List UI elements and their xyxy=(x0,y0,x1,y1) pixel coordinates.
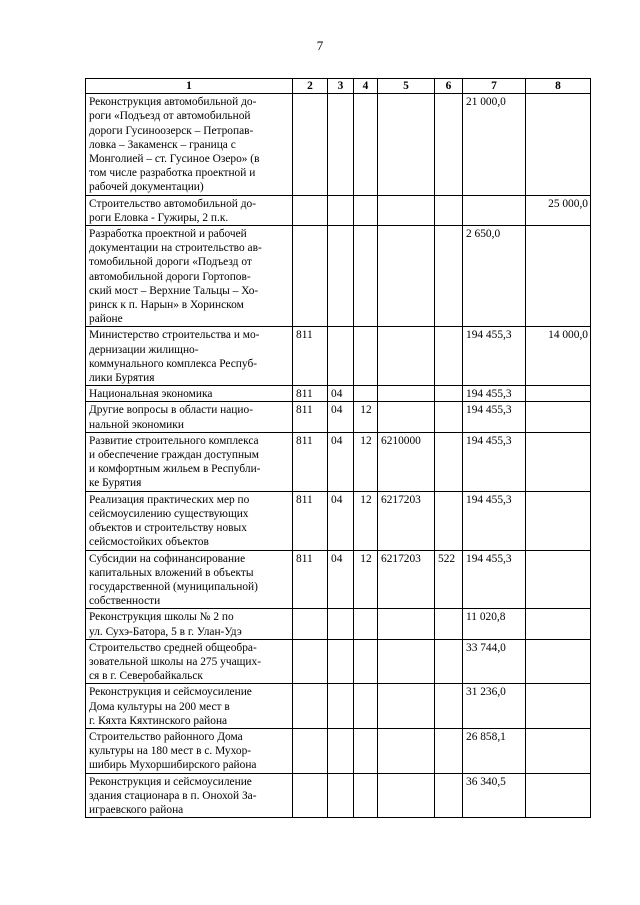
row-target-cell xyxy=(378,402,435,432)
row-target-cell xyxy=(378,728,435,773)
row-target-cell xyxy=(378,684,435,729)
row-amount2-cell: 14 000,0 xyxy=(526,327,591,386)
row-name-cell: Субсидии на софинансирование капитальных вложений в объекты государственной (муниципальной) собственности xyxy=(86,550,293,609)
table-row xyxy=(86,773,591,818)
table-row xyxy=(86,639,591,684)
row-subsection-cell: 12 xyxy=(354,402,378,432)
row-section-cell xyxy=(328,773,354,818)
row-amount-cell: 36 340,5 xyxy=(463,773,526,818)
row-subsection-cell: 12 xyxy=(354,491,378,550)
table-row xyxy=(86,728,591,773)
row-code-cell xyxy=(293,773,328,818)
row-type-cell xyxy=(435,491,463,550)
row-subsection-cell xyxy=(354,684,378,729)
row-target-cell: 6217203 xyxy=(378,550,435,609)
header-cell-8: 8 xyxy=(526,79,591,94)
table-row xyxy=(86,226,591,327)
row-subsection-cell xyxy=(354,386,378,402)
row-code-cell xyxy=(293,684,328,729)
row-amount-cell: 194 455,3 xyxy=(463,491,526,550)
row-subsection-cell xyxy=(354,609,378,639)
row-target-cell xyxy=(378,327,435,386)
table-row xyxy=(86,432,591,491)
table-row xyxy=(86,94,591,195)
row-section-cell: 04 xyxy=(328,491,354,550)
row-type-cell xyxy=(435,226,463,327)
row-section-cell xyxy=(328,609,354,639)
header-row xyxy=(86,79,591,94)
row-name-cell: Национальная экономика xyxy=(86,386,293,402)
row-subsection-cell xyxy=(354,728,378,773)
row-name-cell: Строительство средней общеобра- зовательной школы на 275 учащих- ся в г. Северобайкальск xyxy=(86,639,293,684)
row-code-cell xyxy=(293,195,328,225)
row-amount-cell: 33 744,0 xyxy=(463,639,526,684)
row-amount-cell: 26 858,1 xyxy=(463,728,526,773)
row-section-cell xyxy=(328,327,354,386)
row-target-cell: 6210000 xyxy=(378,432,435,491)
row-amount2-cell xyxy=(526,386,591,402)
row-amount2-cell xyxy=(526,94,591,195)
row-amount-cell: 194 455,3 xyxy=(463,432,526,491)
row-amount-cell: 194 455,3 xyxy=(463,386,526,402)
row-name-cell: Реконструкция школы № 2 по ул. Сухэ-Батора, 5 в г. Улан-Удэ xyxy=(86,609,293,639)
row-section-cell xyxy=(328,728,354,773)
row-amount-cell xyxy=(463,195,526,225)
row-name-cell: Министерство строительства и мо- дернизации жилищно- коммунального комплекса Респуб- лики Бурятия xyxy=(86,327,293,386)
row-amount2-cell xyxy=(526,226,591,327)
header-cell-6: 6 xyxy=(435,79,463,94)
row-type-cell xyxy=(435,195,463,225)
row-type-cell xyxy=(435,327,463,386)
row-type-cell xyxy=(435,773,463,818)
row-name-cell: Реконструкция и сейсмоусиление здания стационара в п. Онохой За- играевского района xyxy=(86,773,293,818)
row-section-cell xyxy=(328,684,354,729)
row-target-cell xyxy=(378,609,435,639)
row-section-cell xyxy=(328,639,354,684)
row-target-cell xyxy=(378,773,435,818)
row-code-cell: 811 xyxy=(293,327,328,386)
row-subsection-cell xyxy=(354,327,378,386)
row-code-cell: 811 xyxy=(293,491,328,550)
table-row xyxy=(86,327,591,386)
table-row xyxy=(86,402,591,432)
row-section-cell: 04 xyxy=(328,386,354,402)
row-amount2-cell xyxy=(526,609,591,639)
row-code-cell: 811 xyxy=(293,402,328,432)
row-target-cell: 6217203 xyxy=(378,491,435,550)
table-row xyxy=(86,550,591,609)
row-type-cell xyxy=(435,94,463,195)
header-cell-5: 5 xyxy=(378,79,435,94)
table-row xyxy=(86,195,591,225)
row-name-cell: Реконструкция автомобильной до- роги «Подъезд от автомобильной дороги Гусиноозерск – Петропав- ловка – Закаменск – граница с Монголией – ст. Гусиное Озеро» (в том числе разработка проектной и рабочей документации) xyxy=(86,94,293,195)
row-section-cell xyxy=(328,195,354,225)
row-name-cell: Строительство районного Дома культуры на 180 мест в с. Мухор- шибирь Мухоршибирского района xyxy=(86,728,293,773)
row-code-cell xyxy=(293,728,328,773)
header-cell-7: 7 xyxy=(463,79,526,94)
row-amount-cell: 21 000,0 xyxy=(463,94,526,195)
row-amount-cell: 194 455,3 xyxy=(463,327,526,386)
row-name-cell: Реализация практических мер по сейсмоусилению существующих объектов и строительству новых сейсмостойких объектов xyxy=(86,491,293,550)
table-row xyxy=(86,491,591,550)
row-amount2-cell xyxy=(526,432,591,491)
table-row xyxy=(86,609,591,639)
row-amount-cell: 11 020,8 xyxy=(463,609,526,639)
table-row xyxy=(86,684,591,729)
header-cell-1: 1 xyxy=(86,79,293,94)
row-target-cell xyxy=(378,226,435,327)
row-amount-cell: 31 236,0 xyxy=(463,684,526,729)
row-section-cell: 04 xyxy=(328,402,354,432)
budget-table xyxy=(85,78,591,818)
row-amount-cell: 194 455,3 xyxy=(463,402,526,432)
table-body xyxy=(86,94,591,818)
row-type-cell xyxy=(435,432,463,491)
row-name-cell: Развитие строительного комплекса и обеспечение граждан доступным и комфортным жильем в Республи- ке Бурятия xyxy=(86,432,293,491)
row-type-cell: 522 xyxy=(435,550,463,609)
row-name-cell: Другие вопросы в области нацио- нальной экономики xyxy=(86,402,293,432)
row-subsection-cell xyxy=(354,639,378,684)
row-amount2-cell xyxy=(526,402,591,432)
row-subsection-cell xyxy=(354,226,378,327)
row-name-cell: Строительство автомобильной до- роги Еловка - Гужиры, 2 п.к. xyxy=(86,195,293,225)
row-target-cell xyxy=(378,195,435,225)
row-subsection-cell xyxy=(354,195,378,225)
row-target-cell xyxy=(378,639,435,684)
row-subsection-cell: 12 xyxy=(354,550,378,609)
row-subsection-cell: 12 xyxy=(354,432,378,491)
row-amount2-cell xyxy=(526,550,591,609)
row-code-cell: 811 xyxy=(293,550,328,609)
row-target-cell xyxy=(378,94,435,195)
row-amount2-cell xyxy=(526,491,591,550)
header-cell-3: 3 xyxy=(328,79,354,94)
table-row xyxy=(86,386,591,402)
row-amount2-cell xyxy=(526,773,591,818)
row-amount2-cell xyxy=(526,728,591,773)
row-amount2-cell xyxy=(526,639,591,684)
row-section-cell xyxy=(328,94,354,195)
row-subsection-cell xyxy=(354,94,378,195)
row-amount2-cell: 25 000,0 xyxy=(526,195,591,225)
row-code-cell xyxy=(293,226,328,327)
row-code-cell: 811 xyxy=(293,432,328,491)
row-name-cell: Разработка проектной и рабочей документации на строительство ав- томобильной дороги «Подъезд от автомобильной дороги Гортопов- ский мост – Верхние Тальцы – Хо- ринск к п. Нарын» в Хоринском районе xyxy=(86,226,293,327)
row-type-cell xyxy=(435,684,463,729)
row-target-cell xyxy=(378,386,435,402)
row-code-cell xyxy=(293,639,328,684)
row-code-cell xyxy=(293,609,328,639)
row-type-cell xyxy=(435,386,463,402)
header-cell-2: 2 xyxy=(293,79,328,94)
row-amount-cell: 2 650,0 xyxy=(463,226,526,327)
row-section-cell xyxy=(328,226,354,327)
row-section-cell: 04 xyxy=(328,432,354,491)
row-type-cell xyxy=(435,639,463,684)
row-section-cell: 04 xyxy=(328,550,354,609)
row-code-cell: 811 xyxy=(293,386,328,402)
row-type-cell xyxy=(435,609,463,639)
page-number: 7 xyxy=(316,38,324,53)
row-code-cell xyxy=(293,94,328,195)
header-cell-4: 4 xyxy=(354,79,378,94)
row-type-cell xyxy=(435,728,463,773)
row-type-cell xyxy=(435,402,463,432)
row-amount2-cell xyxy=(526,684,591,729)
row-subsection-cell xyxy=(354,773,378,818)
row-amount-cell: 194 455,3 xyxy=(463,550,526,609)
row-name-cell: Реконструкция и сейсмоусиление Дома культуры на 200 мест в г. Кяхта Кяхтинского района xyxy=(86,684,293,729)
